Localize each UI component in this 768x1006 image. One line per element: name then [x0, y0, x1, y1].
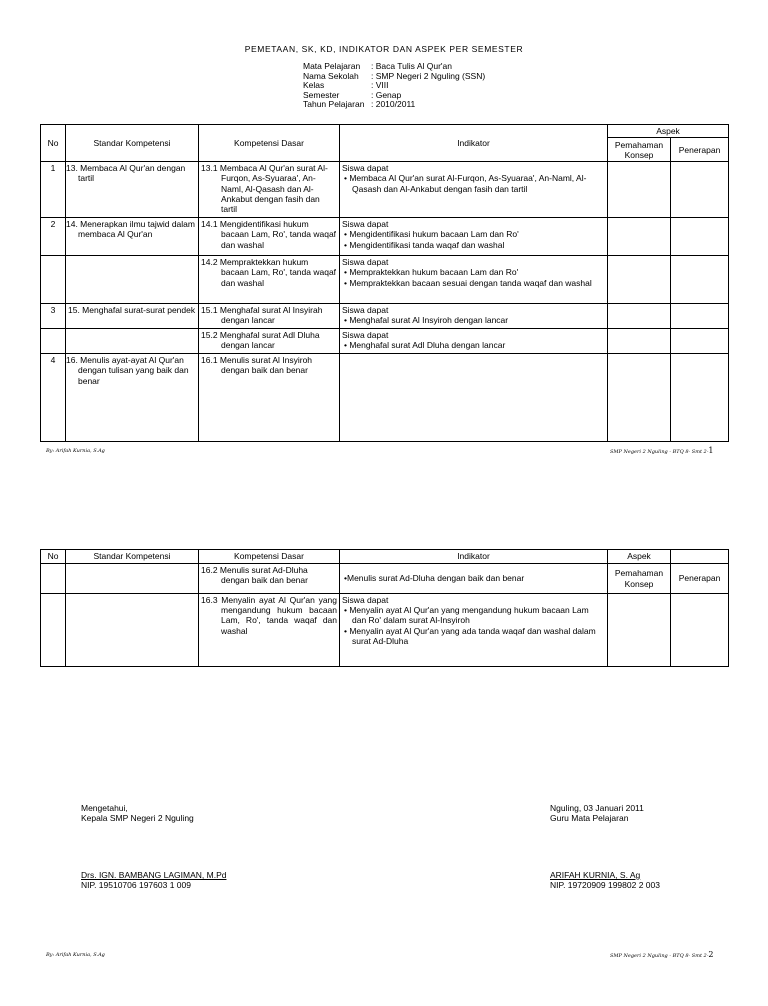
meta-value: : SMP Negeri 2 Nguling (SSN) [371, 70, 486, 81]
indikator-item: • Menyalin ayat Al Qur'an yang ada tanda waqaf dan washal dalam surat Ad-Dluha [344, 625, 596, 646]
table-row [41, 329, 729, 354]
row-sk: 15. Menghafal surat-surat pendek [66, 304, 199, 329]
cell-penerapan [671, 256, 729, 304]
header-standar-kompetensi: Standar Kompetensi [66, 550, 199, 564]
indikator-text: Menyalin ayat Al Qur'an yang mengandung hukum bacaan Lam dan Ro' dalam surat Al-Insyiroh [349, 605, 589, 626]
indikator-text: Menghafal surat Al Insyiroh dengan lancar [349, 315, 509, 326]
indikator-text: Membaca Al Qur'an surat Al-Furqon, As-Syuaraa', An-Naml, Al-Qasash dan Al-Ankabut dengan fasih dan tartil [349, 173, 587, 194]
cell-pemahaman [608, 594, 671, 667]
row-kd: 16.3 Menyalin ayat Al Qur'an yang mengandung hukum bacaan Lam, Ro', tanda waqaf dan washal [199, 594, 340, 667]
header-penerapan: Penerapan [671, 564, 729, 594]
meta-value: : Genap [371, 89, 402, 100]
table-row [41, 304, 729, 329]
signature-left-line1: Mengetahui, [81, 803, 128, 813]
row-indikator [340, 218, 608, 256]
indikator-head: Siswa dapat [342, 219, 389, 230]
cell-penerapan [671, 354, 729, 442]
row-no [41, 256, 66, 304]
row-kd: 14.2 Mempraktekkan hukum bacaan Lam, Ro', tanda waqaf dan washal [199, 256, 340, 304]
row-indikator: •Menulis surat Ad-Dluha dengan baik dan benar [340, 564, 608, 594]
row-kd: 16.2 Menulis surat Ad-Dluha dengan baik dan benar [199, 564, 340, 594]
row-indikator [340, 304, 608, 329]
headmaster-name: Drs. IGN. BAMBANG LAGIMAN, M.Pd [81, 870, 227, 880]
indikator-text: Menulis surat Ad-Dluha dengan baik dan benar [346, 573, 525, 584]
row-no: 2 [41, 218, 66, 256]
teacher-name: ARIFAH KURNIA, S. Ag [550, 870, 641, 880]
row-sk: 14. Menerapkan ilmu tajwid dalam membaca Al Qur'an [66, 218, 199, 256]
cell-penerapan [671, 594, 729, 667]
header-aspek: Aspek [608, 125, 729, 138]
footer-author: By: Arifah Kurnia, S.Ag [46, 952, 105, 958]
header-empty [671, 550, 729, 564]
row-sk [66, 564, 199, 594]
signature-left [81, 803, 194, 823]
header-kompetensi-dasar: Kompetensi Dasar [199, 125, 340, 162]
table-row [41, 564, 729, 594]
header-penerapan: Penerapan [671, 138, 729, 162]
header-indikator: Indikator [340, 125, 608, 162]
header-pemahaman-konsep: Pemahaman Konsep [608, 564, 671, 594]
row-no: 1 [41, 162, 66, 218]
meta-value: : 2010/2011 [371, 99, 416, 110]
indikator-text: Menghafal surat Adl Dluha dengan lancar [349, 340, 506, 351]
row-no [41, 564, 66, 594]
header-no: No [41, 550, 66, 564]
table-row [41, 218, 729, 256]
row-sk [66, 256, 199, 304]
cell-pemahaman [608, 304, 671, 329]
row-indikator [340, 354, 608, 442]
indikator-text: Menyalin ayat Al Qur'an yang ada tanda waqaf dan washal dalam surat Ad-Dluha [349, 625, 596, 646]
table-row [41, 256, 729, 304]
cell-pemahaman [608, 162, 671, 218]
indikator-item: • Mempraktekkan bacaan sesuai dengan tanda waqaf dan washal [344, 277, 592, 288]
header-aspek: Aspek [608, 550, 671, 564]
signature-right [550, 803, 644, 823]
meta-key: Kelas [303, 80, 325, 91]
cell-penerapan [671, 304, 729, 329]
headmaster-nip: NIP. 19510706 197603 1 009 [81, 880, 191, 891]
indikator-text: Mengidentifikasi tanda waqaf dan washal [349, 239, 505, 250]
meta-key: Mata Pelajaran [303, 61, 361, 71]
indikator-head: Siswa dapat [342, 595, 389, 605]
meta-key: Semester [303, 89, 340, 100]
document-title: PEMETAAN, SK, KD, INDIKATOR DAN ASPEK PER SEMESTER [244, 44, 524, 54]
row-kd: 15.2 Menghafal surat Adl Dluha dengan lancar [199, 329, 340, 354]
cell-pemahaman [608, 218, 671, 256]
indikator-head: Siswa dapat [342, 163, 389, 174]
footer-school [610, 446, 714, 456]
meta-row [303, 71, 485, 81]
header-standar-kompetensi: Standar Kompetensi [66, 125, 199, 162]
cell-pemahaman [608, 256, 671, 304]
mapping-table-page1 [40, 124, 729, 442]
row-kd: 14.1 Mengidentifikasi hukum bacaan Lam, Ro', tanda waqaf dan washal [199, 218, 340, 256]
indikator-item: • Mengidentifikasi tanda waqaf dan washal [344, 239, 505, 250]
row-indikator [340, 256, 608, 304]
indikator-item: • Mempraktekkan hukum bacaan Lam dan Ro' [344, 267, 519, 278]
indikator-item: • Membaca Al Qur'an surat Al-Furqon, As-Syuaraa', An-Naml, Al-Qasash dan Al-Ankabut dengan fasih dan tartil [344, 173, 587, 194]
meta-key: Nama Sekolah [303, 70, 359, 81]
row-kd: 16.1 Menulis surat Al Insyiroh dengan baik dan benar [199, 354, 340, 442]
row-no: 3 [41, 304, 66, 329]
header-indikator: Indikator [340, 550, 608, 564]
table-row [41, 162, 729, 218]
meta-value: : Baca Tulis Al Qur'an [371, 61, 452, 71]
indikator-item: • Menghafal surat Adl Dluha dengan lancar [344, 340, 506, 351]
row-sk: 16. Menulis ayat-ayat Al Qur'an dengan tulisan yang baik dan benar [66, 354, 199, 442]
row-kd: 13.1 Membaca Al Qur'an surat Al-Furqon, As-Syuaraa', An-Naml, Al-Qasash dan Al-Ankabut dengan fasih dan tartil [199, 162, 340, 218]
document-meta [303, 61, 485, 109]
header-no: No [41, 125, 66, 162]
signature-right-line1: Nguling, 03 Januari 2011 [550, 803, 644, 813]
row-no [41, 594, 66, 667]
teacher-signature [550, 870, 660, 890]
meta-key: Tahun Pelajaran [303, 99, 365, 110]
row-no: 4 [41, 354, 66, 442]
row-no [41, 329, 66, 354]
meta-row [303, 61, 485, 71]
indikator-text: Mempraktekkan bacaan sesuai dengan tanda waqaf dan washal [349, 277, 592, 288]
meta-value: : VIII [371, 80, 389, 91]
row-kd: 15.1 Menghafal surat Al Insyirah dengan lancar [199, 304, 340, 329]
signature-right-line2: Guru Mata Pelajaran [550, 813, 629, 824]
indikator-text: Mempraktekkan hukum bacaan Lam dan Ro' [349, 267, 519, 278]
indikator-item: • Menyalin ayat Al Qur'an yang mengandung hukum bacaan Lam dan Ro' dalam surat Al-Insyiroh [344, 605, 589, 626]
cell-penerapan [671, 329, 729, 354]
indikator-item: • Menghafal surat Al Insyiroh dengan lancar [344, 315, 509, 326]
table-row [41, 594, 729, 667]
header-pemahaman-konsep: Pemahaman Konsep [608, 138, 671, 162]
row-indikator [340, 162, 608, 218]
cell-penerapan [671, 218, 729, 256]
indikator-head: Siswa dapat [342, 330, 389, 341]
meta-row [303, 80, 485, 90]
row-indikator [340, 594, 608, 667]
page-number: 1 [708, 446, 714, 455]
indikator-head: Siswa dapat [342, 257, 389, 268]
footer-school [610, 950, 714, 960]
meta-row [303, 90, 485, 100]
indikator-item: • Mengidentifikasi hukum bacaan Lam dan Ro' [344, 229, 519, 240]
footer-author: By: Arifah Kurnia, S.Ag [46, 448, 105, 454]
indikator-head: Siswa dapat [342, 305, 389, 316]
cell-pemahaman [608, 329, 671, 354]
signature-left-line2: Kepala SMP Negeri 2 Nguling [81, 813, 194, 824]
table-row [41, 354, 729, 442]
row-sk [66, 329, 199, 354]
cell-penerapan [671, 162, 729, 218]
page-number: 2 [708, 950, 714, 959]
footer-school-text: SMP Negeri 2 Nguling - BTQ 8- Smt 2- [610, 449, 709, 455]
row-sk [66, 594, 199, 667]
indikator-text: Mengidentifikasi hukum bacaan Lam dan Ro' [349, 229, 519, 240]
mapping-table-page2 [40, 549, 729, 667]
headmaster-signature [81, 870, 226, 890]
footer-school-text: SMP Negeri 2 Nguling - BTQ 8- Smt 2- [610, 953, 709, 959]
cell-pemahaman [608, 354, 671, 442]
row-sk: 13. Membaca Al Qur'an dengan tartil [66, 162, 199, 218]
header-kompetensi-dasar: Kompetensi Dasar [199, 550, 340, 564]
teacher-nip: NIP. 19720909 199802 2 003 [550, 880, 660, 891]
meta-row [303, 99, 485, 109]
row-indikator [340, 329, 608, 354]
